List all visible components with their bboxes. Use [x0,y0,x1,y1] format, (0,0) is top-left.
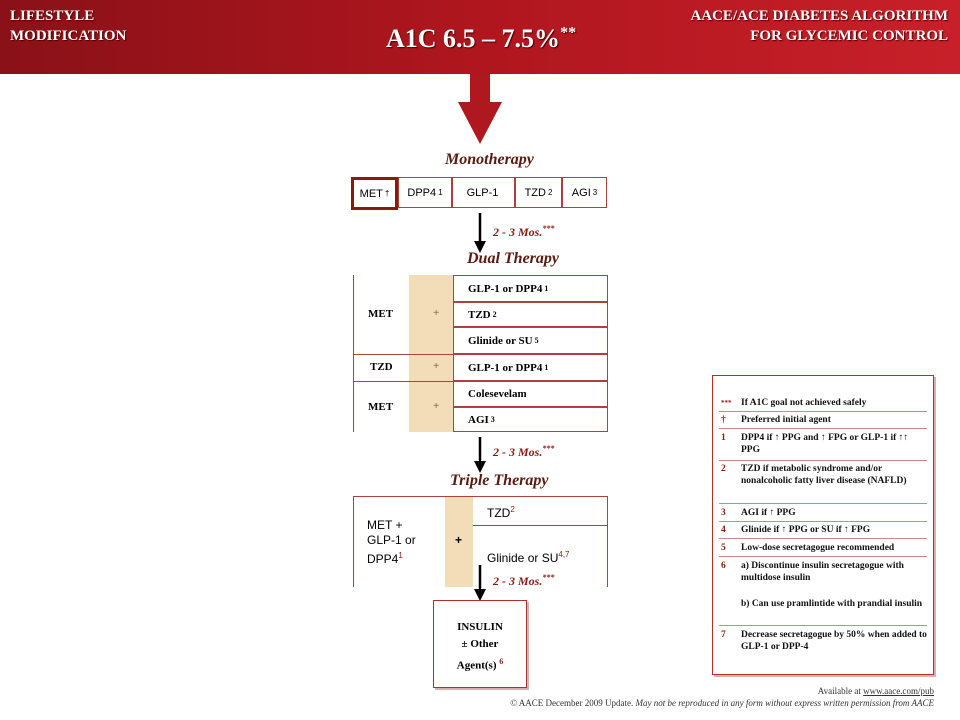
monotherapy-heading: Monotherapy [445,151,534,168]
legend-divider [719,460,927,461]
dual-base-met: MET [368,308,394,320]
page-title: A1C 6.5 – 7.5%** [386,24,577,53]
mono-glp1: GLP-1 [452,177,515,208]
mono-dpp4: DPP4 1 [398,177,452,208]
legend-row: 2 TZD if metabolic syndrome and/or nonalcoholic fatty liver disease (NAFLD) [721,464,907,486]
dual-base-tzd: TZD [370,361,393,373]
legend-row: 5 Low-dose secretagogue recommended [721,543,895,553]
dual-option-glp1-dpp4-tzd: GLP-1 or DPP4 1 [453,354,608,381]
mono-met: MET † [351,177,398,210]
triple-divider [473,525,608,526]
legend-row: † Preferred initial agent [721,415,831,425]
legend-divider [719,521,927,522]
dual-option-agi: AGI 3 [453,407,608,432]
mono-tzd: TZD 2 [515,177,562,208]
dual-base-met-2: MET [368,401,394,413]
footnote-legend [712,375,934,675]
dual-divider [353,354,453,355]
dual-plus-sign: + [433,400,440,412]
legend-row: *** If A1C goal not achieved safely [721,398,867,408]
legend-row: b) Can use pramlintide with prandial insulin [741,599,923,609]
triple-option-glinide-su: Glinide or SU$^{4,7}$ [487,550,570,565]
insulin-box: INSULIN ± Other Agent(s) $^6$ [433,600,527,688]
legend-divider [719,428,927,429]
dual-option-tzd: TZD 2 [453,302,608,327]
legend-row: 4 Glinide if ↑ PPG or SU if ↑ FPG [721,525,871,535]
dual-plus-sign: + [433,307,440,319]
lifestyle-label: LIFESTYLE MODIFICATION [10,8,127,44]
interval-label-3: 2 - 3 Mos.*** [493,573,555,588]
algorithm-label: AACE/ACE DIABETES ALGORITHM FOR GLYCEMIC CONTROL [690,8,948,44]
dual-therapy-heading: Dual Therapy [467,250,559,267]
legend-row: 1 DPP4 if ↑ PPG and ↑ FPG or GLP-1 if ↑↑ PPG [721,433,909,455]
step-arrow-icon [473,565,487,601]
dual-plus-sign: + [433,360,440,372]
mono-agi: AGI 3 [562,177,607,208]
step-arrow-icon [473,437,487,473]
legend-row: 6 a) Discontinue insulin secretagogue with multidose insulin [721,561,904,583]
aace-link[interactable]: www.aace.com/pub [863,686,934,696]
legend-divider [719,625,927,626]
legend-divider [719,538,927,539]
copyright-note: © AACE December 2009 Update. May not be reproduced in any form without express written permission from AACE [510,698,934,708]
triple-therapy-heading: Triple Therapy [450,472,549,489]
triple-plus-sign: + [455,533,463,547]
down-arrow-icon [455,74,505,146]
interval-label-2: 2 - 3 Mos.*** [493,444,555,459]
triple-base-regimen: MET + GLP-1 or $DPP4^1$ [367,518,416,566]
legend-divider [719,503,927,504]
interval-label-1: 2 - 3 Mos.*** [493,224,555,239]
step-arrow-icon [473,213,487,253]
legend-row: 7 Decrease secretagogue by 50% when added to GLP-1 or DPP-4 [721,630,927,652]
dual-option-glinide-su: Glinide or SU 5 [453,327,608,354]
legend-row: 3 AGI if ↑ PPG [721,508,796,518]
legend-divider [719,411,927,412]
availability-note: Available at www.aace.com/pub [817,686,934,696]
dual-option-colesevelam: Colesevelam [453,381,608,407]
legend-divider [719,556,927,557]
dual-option-glp1-dpp4: GLP-1 or DPP4 1 [453,275,608,302]
dual-divider [353,381,453,382]
triple-option-tzd: TZD$^2$ [487,505,515,520]
